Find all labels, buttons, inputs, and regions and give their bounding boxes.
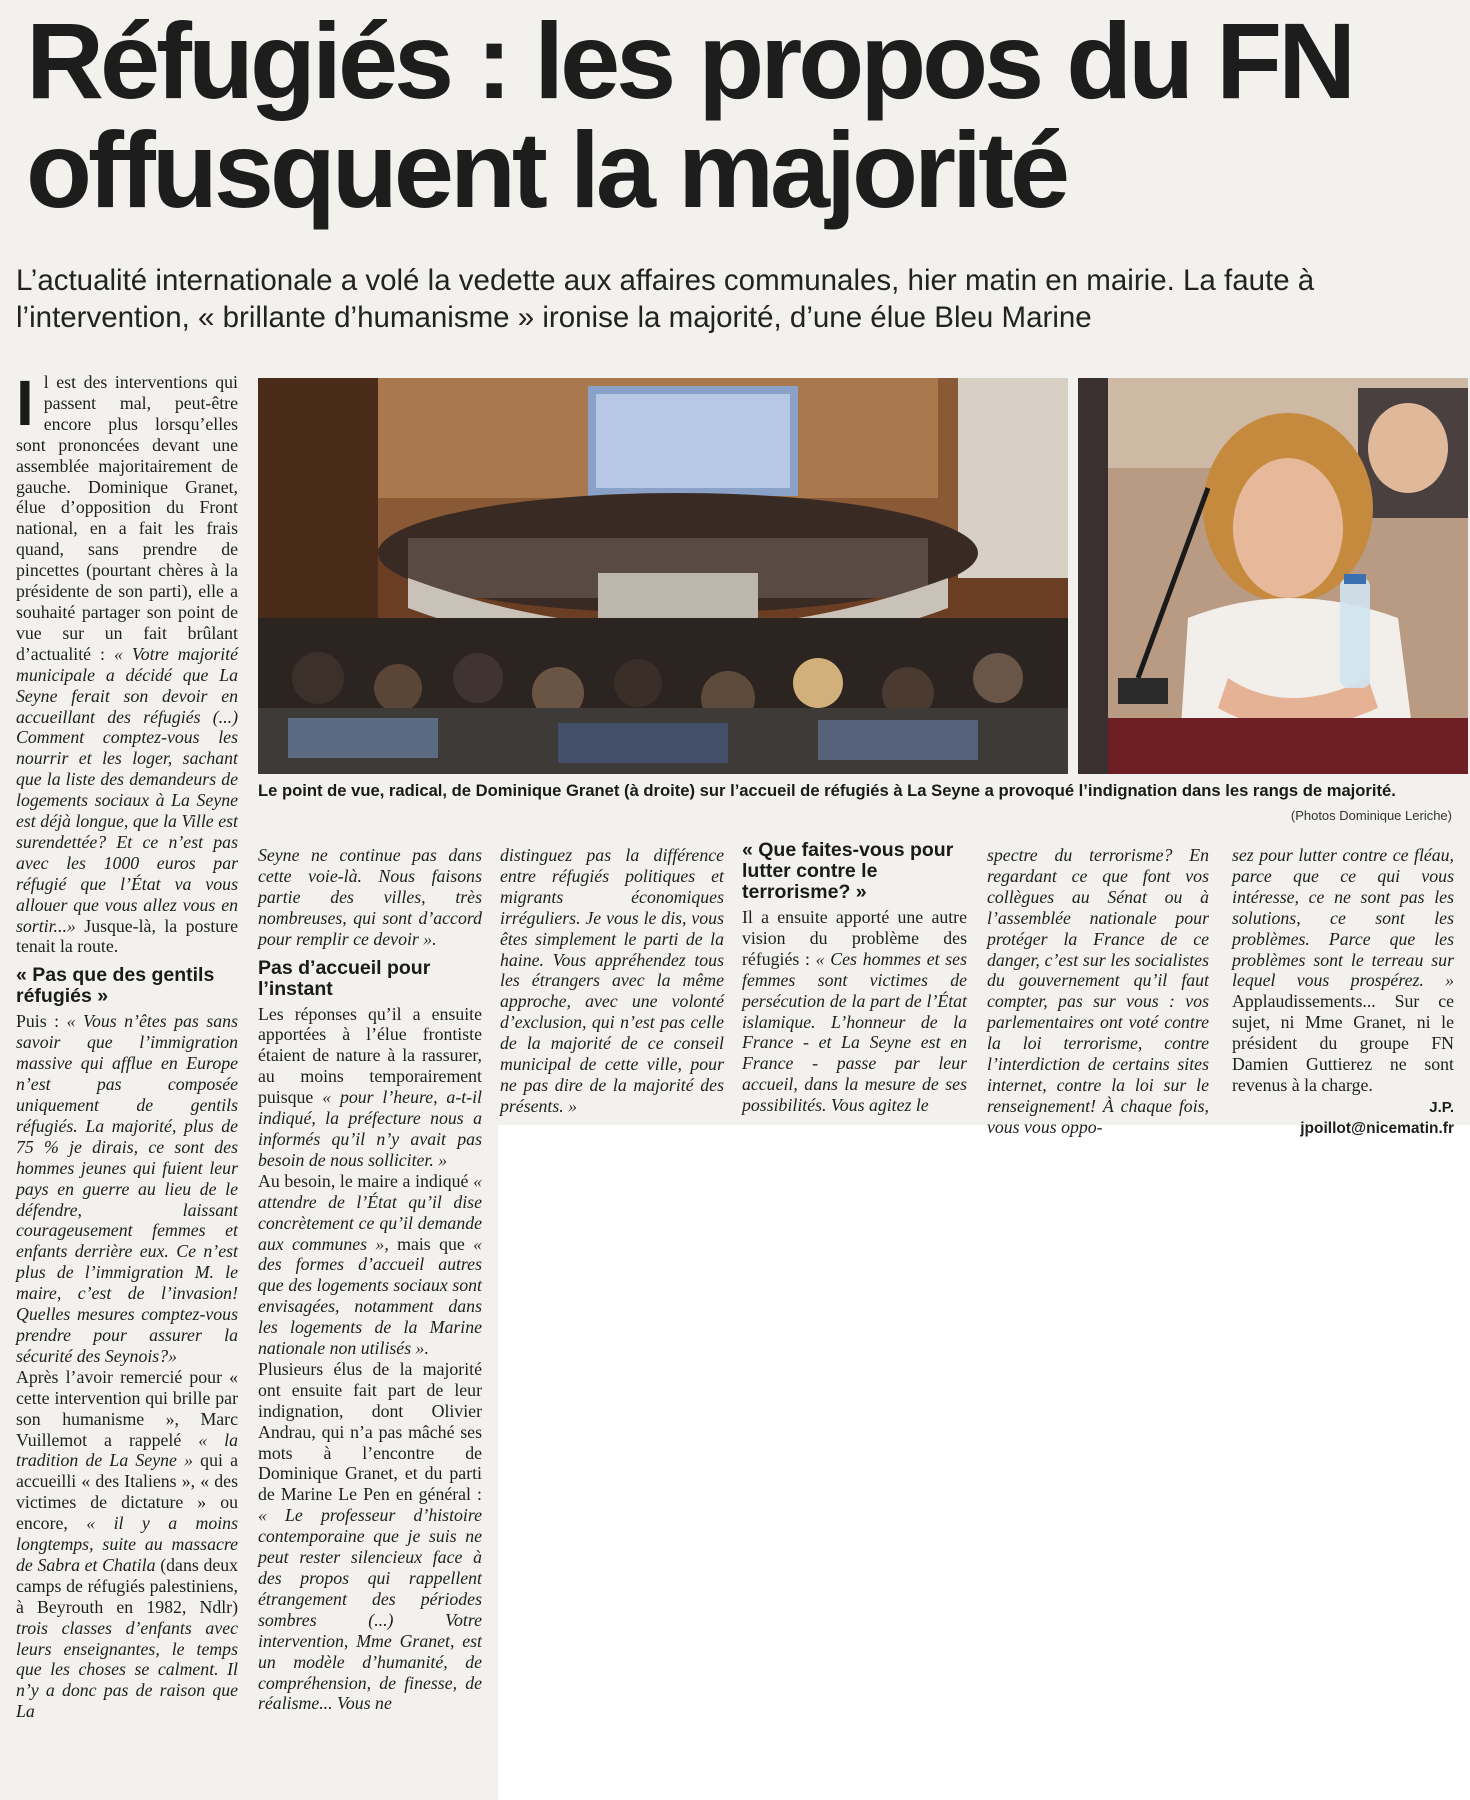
col6-p1-b: Applaudissements... Sur ce sujet, ni Mme Granet, ni le président du groupe FN Damien Guttierez ne sont revenus à la charge. xyxy=(1232,991,1454,1095)
deck-subtitle: L’actualité internationale a volé la vedette aux affaires communales, hier matin en mairie. La faute à l’intervention, « brillante d’humanisme » ironise la majorité, d’une élue Bleu Marine xyxy=(16,264,1315,334)
col6-paragraph-1 xyxy=(1232,845,1454,1096)
col4-paragraph-1 xyxy=(742,907,967,1116)
col2-p3-d: « des formes d’accueil autres que des logements sociaux sont envisagées, notamment dans les logements de la Marine nationale non utilisés ». xyxy=(258,1233,482,1359)
photo-caption: Le point de vue, radical, de Dominique Granet (à droite) sur l’accueil de réfugiés à La Seyne a provoqué l’indignation dans les rangs de majorité. xyxy=(258,781,1396,800)
speaker-portrait-photo xyxy=(1078,378,1468,774)
column-5 xyxy=(987,845,1209,1138)
column-6 xyxy=(1232,845,1454,1140)
col1-quote: « Votre majorité municipale a décidé que La Seyne ferait son devoir en accueillant des réfugiés (...) Comment comptez-vous les nourrir et les loger, sachant que la liste des demandeurs de logements sociaux à La Seyne est déjà longue, que la Ville est surendettée? Et ce n’est pas avec les 1000 euros par réfugié que l’État va vous allouer que vous allez vous en sortir...» xyxy=(16,643,238,936)
col4-p1-b: « Ces hommes et ses femmes sont victimes de persécution de la part de l’État islamique. L’honneur de la France - et La Seyne est en France - passe par leur accueil, dans la mesure de ses possibilités. Vous agitez le xyxy=(742,948,967,1116)
col6-p1-a: sez pour lutter contre ce fléau, parce que ce qui vous intéresse, ce ne sont pas les solutions, ce sont les problèmes. Parce que les problèmes sont le terreau sur lequel vous prospérez. » xyxy=(1232,845,1454,991)
col1-p3-a: Après l’avoir remercié pour « cette intervention qui brille par son humanisme », Marc Vuillemot a rappelé xyxy=(16,1366,238,1450)
col1-p2-lead: Puis : xyxy=(16,1011,60,1032)
col2-p2-b: « pour l’heure, a-t-il indiqué, la préfecture nous a informés qu’il n’y avait pas besoin de nous solliciter. » xyxy=(258,1087,482,1170)
col2-p1: Seyne ne continue pas dans cette voie-là. Nous faisons partie des villes, très nombreuses, qui sont d’accord pour remplir ce devoir ». xyxy=(258,845,482,949)
col2-p4-b: « Le professeur d’histoire contemporaine que je suis ne peut rester silencieux face à des propos qui rappellent étrangement des périodes sombres (...) Votre intervention, Mme Granet, est un modèle d’humanité, de compréhension, de finesse, de réalisme... Vous ne xyxy=(258,1505,482,1714)
drop-cap: I xyxy=(16,367,34,439)
column-1 xyxy=(16,367,239,1722)
col1-paragraph-3 xyxy=(16,1367,238,1722)
col1-p3-f: trois classes d’enfants avec leurs enseignantes, le temps que les choses se calment. Il n’y a donc pas de raison que La xyxy=(16,1617,238,1722)
col3-paragraph-1 xyxy=(500,845,724,1117)
headline: Réfugiés : les propos du FN offusquent la majorité xyxy=(26,0,1353,230)
col2-paragraph-4 xyxy=(258,1359,482,1714)
photo-credit: (Photos Dominique Leriche) xyxy=(1290,808,1452,823)
col1-text-end: Jusque-là, la posture tenait la route. xyxy=(16,915,239,957)
col1-subheading: « Pas que des gentils réfugiés » xyxy=(16,964,215,1008)
col1-p2-quote: « Vous n’êtes pas sans savoir que l’immigration massive qui afflue en Europe n’est pas composée uniquement de gentils réfugiés. La majorité, plus de 75 % je dirais, ce sont des hommes jeunes qui fuient leur pays en guerre au lieu de le défendre, laissant courageusement femmes et enfants derrière eux. Ce n’est plus de l’immigration M. le maire, c’est de l’invasion! Quelles mesures comptez-vous prendre pour assurer la sécurité des Seynois?» xyxy=(16,1011,238,1366)
column-2 xyxy=(258,845,482,1714)
col1-p3-b: « la tradition de La Seyne » xyxy=(16,1429,239,1471)
col2-p3-a: Au besoin, le maire a indiqué xyxy=(258,1170,469,1191)
col1-p3-c: qui a accueilli « des Italiens », « des victimes de dictature » ou encore, xyxy=(16,1450,238,1534)
col5-paragraph-1 xyxy=(987,845,1209,1138)
author-initials: J.P. xyxy=(1429,1098,1454,1116)
col1-paragraph-2 xyxy=(16,1011,238,1366)
col1-p3-d: « il y a moins longtemps, suite au massacre de Sabra et Chatila xyxy=(16,1513,238,1575)
col2-paragraph-2 xyxy=(258,1004,482,1171)
col1-p3-e: (dans deux camps de réfugiés palestiniens, à Beyrouth en 1982, Ndlr) xyxy=(16,1554,239,1617)
col2-subheading: Pas d’accueil pour l’instant xyxy=(258,956,431,1000)
column-4 xyxy=(742,840,967,1116)
column-3 xyxy=(500,845,724,1117)
col5-p1: spectre du terrorisme? En regardant ce que font vos collègues au Sénat ou à l’assemblée nationale pour protéger la France de ce danger, c’est sur les socialistes du gouvernement qu’il faut compter, pas sur vous : vos parlementaires ont voté contre la loi terrorisme, contre l’interdiction de certains sites internet, contre la loi sur le renseignement! À chaque fois, vous vous oppo- xyxy=(987,845,1209,1137)
council-chamber-photo xyxy=(258,378,1068,774)
col2-p4-a: Plusieurs élus de la majorité ont ensuite fait part de leur indignation, dont Olivier Andrau, qui n’a pas mâché ses mots à l’encontre de Dominique Granet, et du parti de Marine Le Pen en général : xyxy=(258,1358,482,1505)
col2-paragraph-3 xyxy=(258,1171,482,1359)
col2-p3-c: mais que xyxy=(397,1233,465,1254)
author-email[interactable]: jpoillot@nicematin.fr xyxy=(1300,1119,1454,1137)
council-chamber-photo-drawing xyxy=(258,378,1068,774)
col4-subheading: « Que faites-vous pour lutter contre le terrorisme? » xyxy=(742,839,954,903)
col2-paragraph-1 xyxy=(258,845,482,950)
speaker-portrait-drawing xyxy=(1078,378,1468,774)
col2-p3-b: « attendre de l’État qu’il dise concrètement ce qu’il demande aux communes », xyxy=(258,1170,482,1254)
col4-p1-a: Il a ensuite apporté une autre vision du problème des réfugiés : xyxy=(742,907,967,969)
col1-text: l est des interventions qui passent mal, peut-être encore plus lorsqu’elles sont prononcées devant une assemblée majoritairement de gauche. Dominique Granet, élue d’opposition du Front national, en a fait les frais quand, sans prendre de pincettes (pourtant chères à la présidente de son parti), elle a souhaité partager son point de vue sur un fait brûlant d’actualité : xyxy=(16,372,238,664)
col3-p1: distinguez pas la différence entre réfugiés politiques et migrants économiques irréguliers. Je vous le dis, vous êtes simplement le parti de la haine. Vous appréhendez tous les étrangers avec la même approche, avec une volonté d’exclusion, qui n’est pas celle de la majorité de ce conseil municipal de cette ville, pour ne pas dire de la majorité des présents. » xyxy=(500,845,724,1116)
blank-area xyxy=(498,1125,1470,1800)
col2-p2-a: Les réponses qu’il a ensuite apportées à l’élue frontiste étaient de nature à la rassurer, au moins temporairement puisque xyxy=(258,1003,482,1108)
col1-paragraph-1 xyxy=(16,367,239,957)
